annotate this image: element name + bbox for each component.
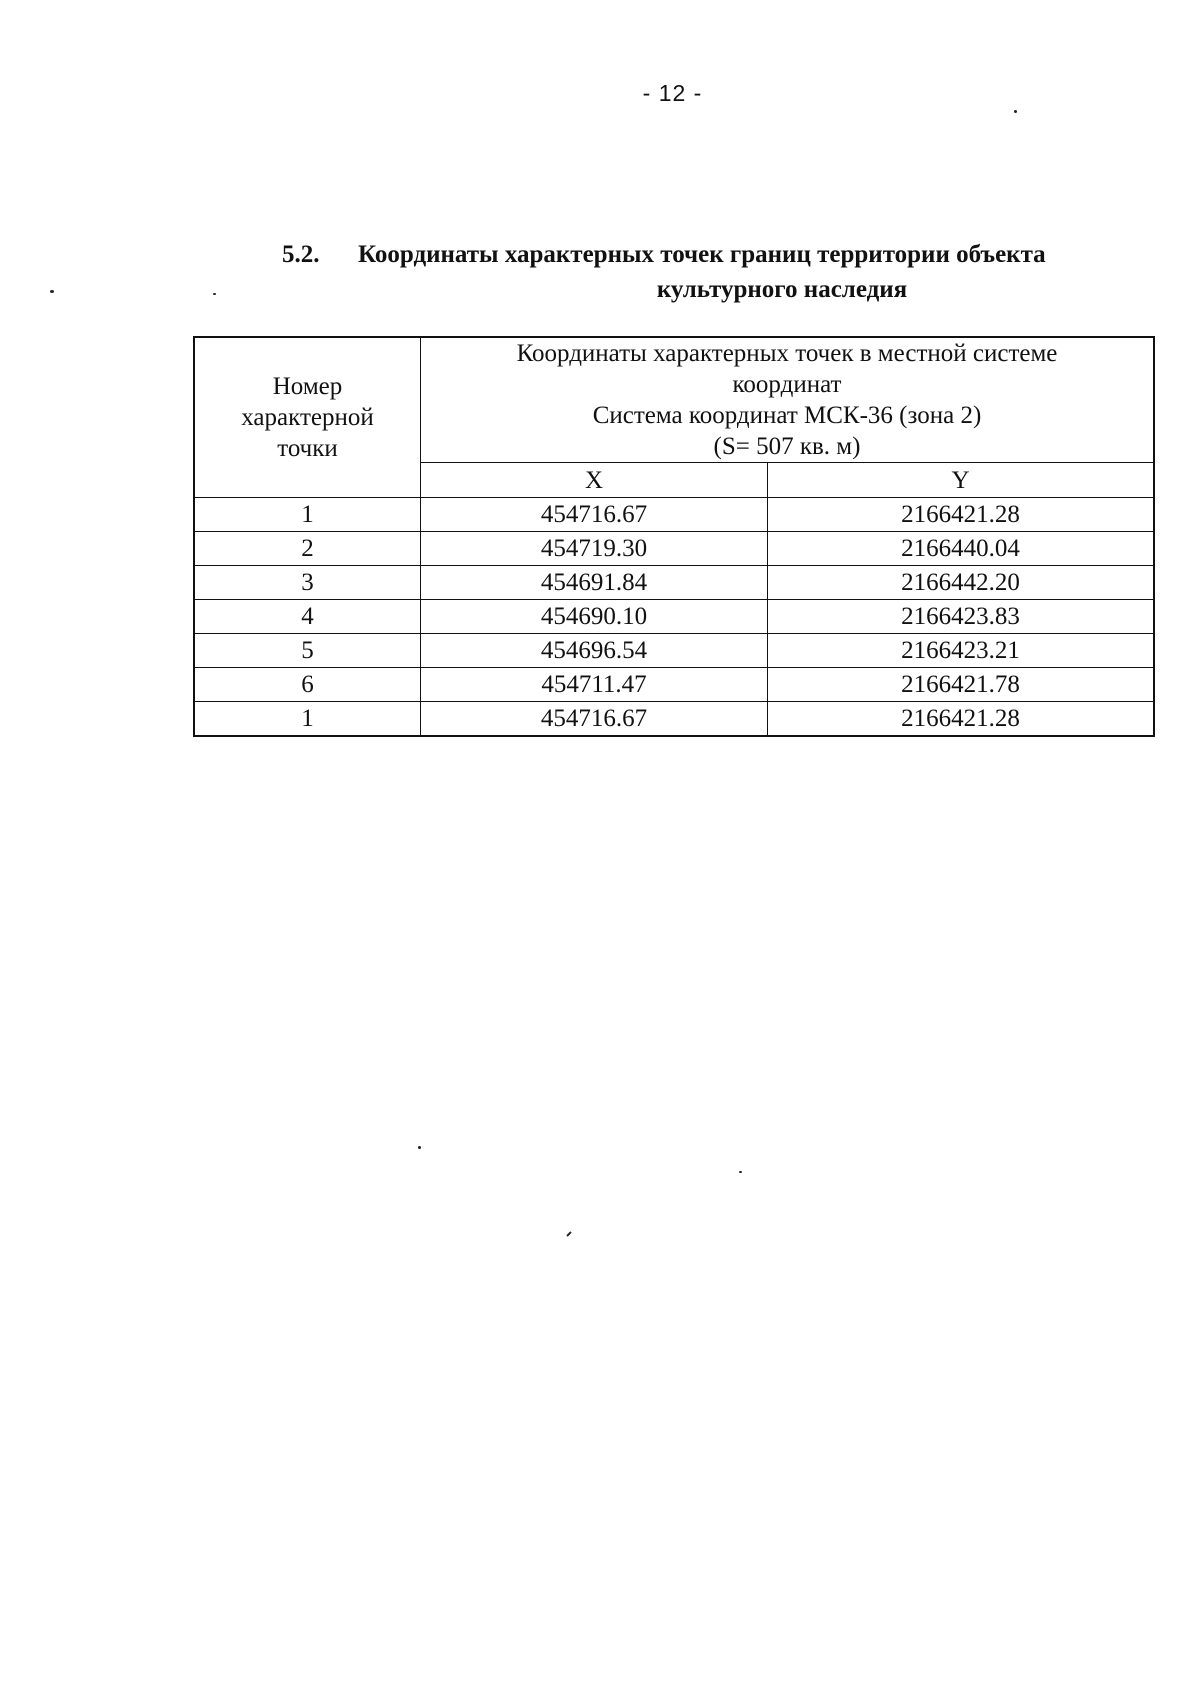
section-number: 5.2. [282, 241, 320, 268]
cell-point-number: 6 [194, 668, 421, 702]
cell-point-number: 4 [194, 600, 421, 634]
cell-point-number: 3 [194, 566, 421, 600]
section-heading [282, 238, 1162, 307]
table-row [194, 532, 1154, 566]
header-x: X [421, 463, 768, 498]
table-row [194, 668, 1154, 702]
header-coordinate-system [421, 337, 1155, 463]
cell-point-number: 2 [194, 532, 421, 566]
header-coordinates-line: Система координат МСК-36 (зона 2) [592, 402, 982, 429]
scan-speck [418, 1146, 421, 1149]
table-row [194, 634, 1154, 668]
cell-x: 454716.67 [421, 702, 768, 737]
cell-y: 2166421.28 [768, 498, 1155, 532]
cell-x: 454690.10 [421, 600, 768, 634]
table-row [194, 702, 1154, 737]
cell-x: 454691.84 [421, 566, 768, 600]
cell-point-number: 1 [194, 498, 421, 532]
page-number: - 12 - [642, 80, 703, 106]
header-point-number-line: характерной [241, 404, 374, 431]
cell-point-number: 1 [194, 702, 421, 737]
cell-point-number: 5 [194, 634, 421, 668]
cell-y: 2166440.04 [768, 532, 1155, 566]
header-coordinates-line: Координаты характерных точек в местной системе [516, 340, 1058, 367]
cell-y: 2166423.83 [768, 600, 1155, 634]
scan-speck [50, 290, 54, 293]
table-header-row [194, 337, 1154, 463]
cell-y: 2166421.28 [768, 702, 1155, 737]
coordinates-table [193, 336, 1155, 737]
header-point-number [194, 337, 421, 498]
header-point-number-line: точки [277, 435, 338, 462]
scan-speck [566, 1231, 572, 1237]
cell-x: 454711.47 [421, 668, 768, 702]
cell-y: 2166423.21 [768, 634, 1155, 668]
scan-speck [739, 1171, 742, 1173]
scan-speck [213, 293, 216, 295]
cell-x: 454716.67 [421, 498, 768, 532]
section-title-line2: культурного наследия [656, 276, 908, 303]
header-point-number-line: Номер [272, 373, 343, 400]
table-row [194, 498, 1154, 532]
header-coordinates-line: (S= 507 кв. м) [713, 433, 861, 460]
scan-speck [1014, 110, 1017, 113]
cell-y: 2166442.20 [768, 566, 1155, 600]
section-title-line1: Координаты характерных точек границ территории объекта [358, 241, 1046, 268]
table-row [194, 566, 1154, 600]
cell-x: 454719.30 [421, 532, 768, 566]
cell-y: 2166421.78 [768, 668, 1155, 702]
table-row [194, 600, 1154, 634]
header-coordinates-line: координат [732, 371, 842, 398]
header-y: Y [768, 463, 1155, 498]
cell-x: 454696.54 [421, 634, 768, 668]
